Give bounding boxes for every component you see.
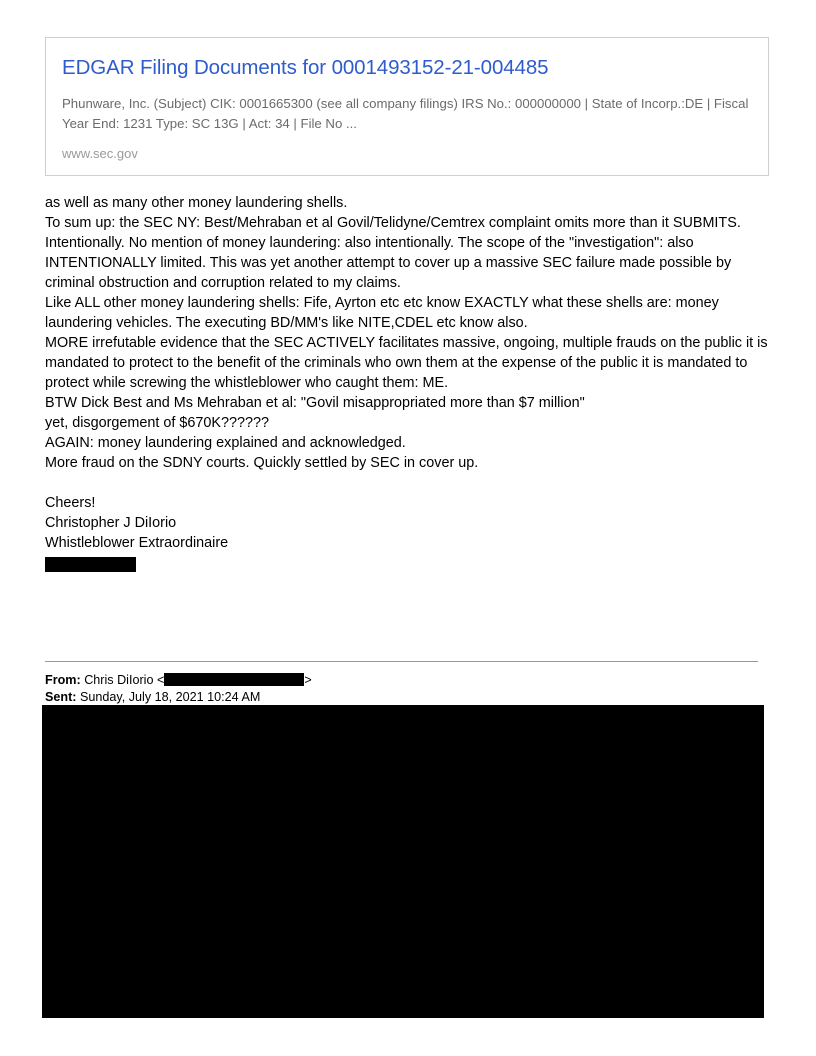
link-preview-domain: www.sec.gov [62,146,138,161]
body-line: yet, disgorgement of $670K?????? [45,415,270,431]
sent-line [45,689,260,705]
from-line [45,672,312,688]
body-line: AGAIN: money laundering explained and acknowledged. [45,435,406,451]
link-preview-description: Phunware, Inc. (Subject) CIK: 0001665300 (see all company filings) IRS No.: 000000000 | State of Incorp.:DE | Fiscal Year End: 1231 Type: SC 13G | Act: 34 | File No ... [62,96,749,131]
sent-value: Sunday, July 18, 2021 10:24 AM [79,690,261,704]
from-close: > [304,673,312,687]
body-line: To sum up: the SEC NY: Best/Mehraban et al Govil/Telidyne/Cemtrex complaint omits more than it SUBMITS. Intentionally. No mention of money laundering: also intentionally. The scope of the "investigation": also INTENTIONALLY limited. This was yet another attempt to cover up a massive SEC failure made possible by criminal obstruction and corruption related to my claims. [45,215,741,291]
redaction-block-email [164,673,304,686]
body-line: as well as many other money laundering shells. [45,195,348,211]
signature-name: Christopher J DiIorio [45,515,177,531]
message-divider [45,661,758,662]
body-line: More fraud on the SDNY courts. Quickly settled by SEC in cover up. [45,455,479,471]
redaction-block-signature [45,557,136,572]
link-preview-card[interactable] [45,37,769,176]
link-preview-title[interactable]: EDGAR Filing Documents for 0001493152-21-004485 [62,56,549,79]
redaction-block-body [42,705,764,1018]
from-label: From: [45,673,81,687]
spacer [45,473,775,493]
sent-label: Sent: [45,690,77,704]
body-line: MORE irrefutable evidence that the SEC ACTIVELY facilitates massive, ongoing, multiple frauds on the public it is mandated to protect to the benefit of the criminals who own them at the expense of the public it is mandated to protect while screwing the whistleblower who caught them: ME. [45,335,768,391]
email-body [45,193,775,553]
signature-title: Whistleblower Extraordinaire [45,535,229,551]
body-line: Like ALL other money laundering shells: Fife, Ayrton etc etc know EXACTLY what these shells are: money laundering vehicles. The executing BD/MM's like NITE,CDEL etc know also. [45,295,719,331]
from-name: Chris DiIorio < [84,673,165,687]
signature-greeting: Cheers! [45,495,96,511]
body-line: BTW Dick Best and Ms Mehraban et al: "Govil misappropriated more than $7 million" [45,395,585,411]
